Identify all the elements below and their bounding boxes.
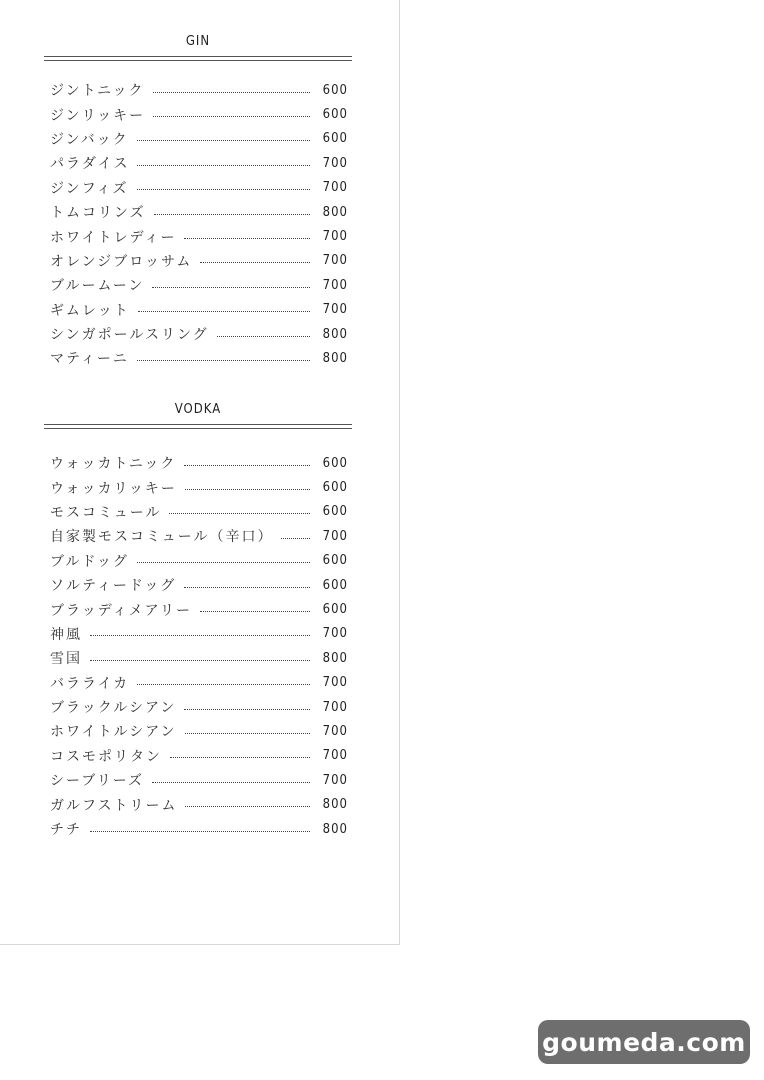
menu-item-price: 600 xyxy=(322,602,348,618)
section-title-gin: GIN xyxy=(185,34,211,49)
menu-item-price: 600 xyxy=(322,107,348,123)
dot-leader xyxy=(217,336,310,337)
menu-item-name: ソルティードッグ xyxy=(50,578,177,595)
menu-item xyxy=(50,249,348,273)
section-divider xyxy=(44,424,352,429)
menu-item xyxy=(50,622,348,646)
dot-leader xyxy=(137,140,310,141)
dot-leader xyxy=(137,165,310,166)
menu-item-name: ブルームーン xyxy=(50,278,145,295)
menu-item-price: 700 xyxy=(322,302,348,318)
dot-leader xyxy=(138,311,310,312)
menu-item-name: ガルフストリーム xyxy=(50,797,178,814)
menu-item-name: トムコリンズ xyxy=(50,205,146,222)
dot-leader xyxy=(200,262,310,263)
dot-leader xyxy=(200,611,310,612)
menu-item-price: 600 xyxy=(322,455,348,471)
menu-item xyxy=(50,151,348,175)
menu-item-name: ウォッカリッキー xyxy=(50,480,177,497)
menu-item xyxy=(50,573,348,597)
menu-card xyxy=(0,0,400,945)
menu-item-price: 600 xyxy=(322,480,348,496)
menu-item xyxy=(50,817,348,841)
menu-item xyxy=(50,451,348,475)
menu-item-price: 700 xyxy=(322,528,348,544)
dot-leader xyxy=(281,538,310,539)
section-title-vodka: VODKA xyxy=(174,402,222,417)
menu-item-price: 700 xyxy=(322,723,348,739)
section-divider xyxy=(44,56,352,61)
menu-item xyxy=(50,475,348,499)
dot-leader xyxy=(152,782,310,783)
menu-item xyxy=(50,719,348,743)
menu-item-name: マティーニ xyxy=(50,351,129,368)
dot-leader xyxy=(90,660,310,661)
menu-item xyxy=(50,695,348,719)
menu-item-price: 800 xyxy=(322,326,348,342)
menu-item-price: 800 xyxy=(322,204,348,220)
menu-item-name: ブルドッグ xyxy=(50,553,129,570)
menu-item-price: 600 xyxy=(322,553,348,569)
gin-item-list xyxy=(50,78,348,371)
menu-item-price: 800 xyxy=(322,821,348,837)
menu-item xyxy=(50,524,348,548)
menu-item xyxy=(50,549,348,573)
menu-item xyxy=(50,176,348,200)
dot-leader xyxy=(152,287,310,288)
dot-leader xyxy=(169,513,310,514)
menu-item xyxy=(50,322,348,346)
menu-item xyxy=(50,200,348,224)
dot-leader xyxy=(153,92,310,93)
menu-item xyxy=(50,500,348,524)
menu-item-price: 700 xyxy=(322,253,348,269)
menu-item xyxy=(50,127,348,151)
menu-item-name: ブラックルシアン xyxy=(50,700,177,717)
dot-leader xyxy=(170,757,310,758)
menu-item xyxy=(50,744,348,768)
dot-leader xyxy=(184,238,310,239)
dot-leader xyxy=(137,189,310,190)
menu-item-price: 700 xyxy=(322,748,348,764)
menu-item-name: バラライカ xyxy=(50,675,130,692)
menu-item-name: ブラッディメアリー xyxy=(50,602,193,619)
menu-item-price: 700 xyxy=(322,699,348,715)
menu-item-name: ジンリッキー xyxy=(50,107,146,124)
dot-leader xyxy=(184,709,310,710)
dot-leader xyxy=(185,806,310,807)
dot-leader xyxy=(185,489,310,490)
menu-item xyxy=(50,646,348,670)
menu-item-price: 600 xyxy=(322,131,348,147)
vodka-item-list xyxy=(50,451,348,841)
menu-item-name: オレンジブロッサム xyxy=(50,253,193,270)
menu-item xyxy=(50,671,348,695)
menu-item-price: 600 xyxy=(322,577,348,593)
menu-item xyxy=(50,78,348,102)
menu-item-name: 自家製モスコミュール（辛口） xyxy=(50,529,274,546)
menu-item-name: 神風 xyxy=(50,626,82,643)
menu-item-price: 700 xyxy=(322,772,348,788)
menu-item-price: 700 xyxy=(322,229,348,245)
menu-item-name: ギムレット xyxy=(50,302,130,319)
menu-item-price: 700 xyxy=(322,155,348,171)
menu-item xyxy=(50,102,348,126)
menu-item-price: 700 xyxy=(322,180,348,196)
menu-item-name: ジンフィズ xyxy=(50,180,129,197)
menu-item xyxy=(50,298,348,322)
dot-leader xyxy=(137,360,310,361)
menu-item-name: ウォッカトニック xyxy=(50,456,177,473)
menu-item-price: 700 xyxy=(322,277,348,293)
menu-item-name: パラダイス xyxy=(50,156,130,173)
menu-item xyxy=(50,597,348,621)
menu-item-price: 600 xyxy=(322,82,348,98)
menu-item-name: コスモポリタン xyxy=(50,748,162,765)
menu-item-price: 800 xyxy=(322,797,348,813)
dot-leader xyxy=(153,116,310,117)
menu-item xyxy=(50,273,348,297)
menu-item-name: ジントニック xyxy=(50,83,145,100)
menu-item-name: モスコミュール xyxy=(50,504,162,521)
menu-item xyxy=(50,224,348,248)
menu-item-price: 800 xyxy=(322,350,348,366)
menu-item-name: シンガポールスリング xyxy=(50,327,209,344)
menu-item xyxy=(50,768,348,792)
dot-leader xyxy=(90,635,310,636)
menu-item-name: ホワイトレディー xyxy=(50,229,177,246)
menu-item-price: 800 xyxy=(322,650,348,666)
watermark-badge: goumeda.com xyxy=(538,1020,750,1064)
dot-leader xyxy=(137,684,310,685)
menu-item-price: 700 xyxy=(322,626,348,642)
dot-leader xyxy=(185,733,310,734)
dot-leader xyxy=(184,465,310,466)
dot-leader xyxy=(90,831,310,832)
menu-item-name: シーブリーズ xyxy=(50,773,145,790)
dot-leader xyxy=(137,562,310,563)
dot-leader xyxy=(154,214,310,215)
menu-item xyxy=(50,792,348,816)
menu-item xyxy=(50,346,348,370)
menu-item-name: チチ xyxy=(50,822,82,839)
menu-item-name: 雪国 xyxy=(50,651,82,668)
menu-item-price: 600 xyxy=(322,504,348,520)
dot-leader xyxy=(184,587,310,588)
menu-item-name: ジンバック xyxy=(50,131,129,148)
menu-item-price: 700 xyxy=(322,675,348,691)
menu-item-name: ホワイトルシアン xyxy=(50,724,177,741)
